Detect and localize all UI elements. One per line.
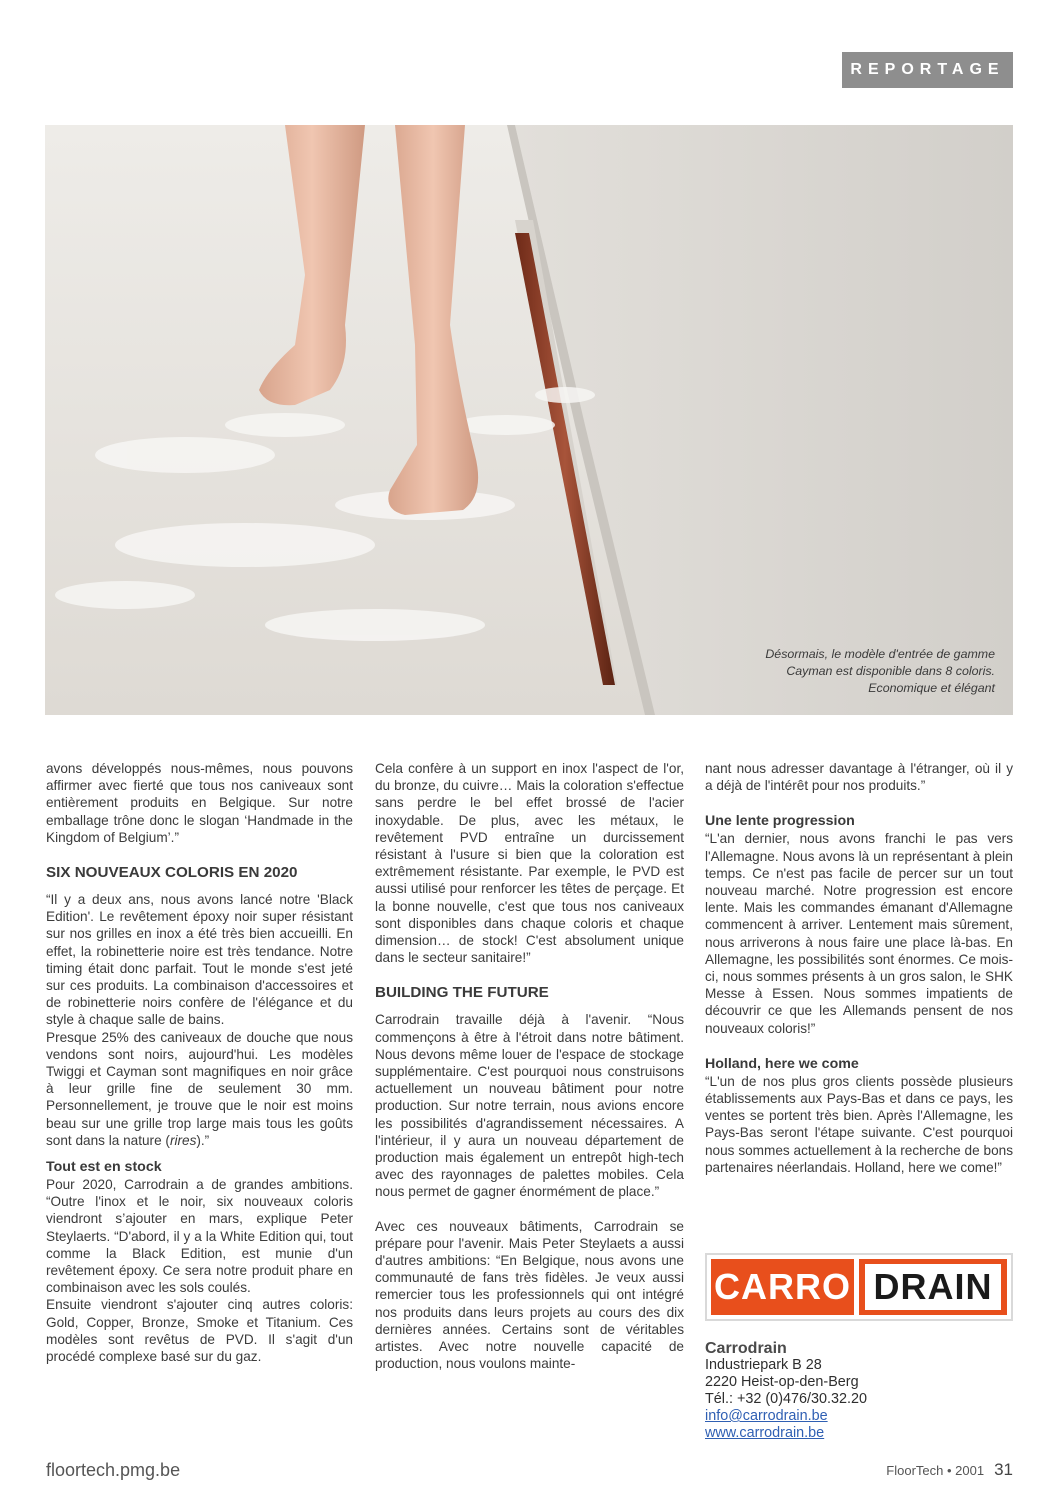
company-contact xyxy=(705,1340,1013,1442)
paragraph: Avec ces nouveaux bâtiments, Carrodrain se prépare pour l'avenir. Mais Peter Steylaets a aussi d'autres ambitions: “En Belgique, nous avons une communauté de fans très fidèles. Je veux aussi remercier tous les professionnels qui ont intégré nos produits dans leurs projets au cours des dix dernières années. Certains sont de véritables artistes. Avec notre nouvelle capacité de production, nous voulons mainte- xyxy=(375,1218,684,1372)
company-street: Industriepark B 28 xyxy=(705,1357,822,1373)
paragraph: “Il y a deux ans, nous avons lancé notre 'Black Edition'. Le revêtement époxy noir super résistant sur nos grilles en inox a été très bien accueilli. En effet, la robinetterie noire est très tendance. Notre timing était donc parfait. Tout le monde s'est jeté sur ces produits. La combinaison d'accessoires et de robinetterie noirs confère de l'élégance et du style à chaque salle de bains. xyxy=(46,892,353,1028)
company-city: 2220 Heist-op-den-Berg xyxy=(705,1374,859,1390)
logo-right-frame xyxy=(859,1259,1007,1315)
paragraph xyxy=(46,1029,353,1149)
paragraph: Cela confère à un support en inox l'aspect de l'or, du bronze, du cuivre… Mais la coloration s'effectue sans perdre le bel effet brossé de l'acier inoxydable. De plus, avec les métaux, le revêtement PVD entraîne un durcissement résistant à l'usure si bien que la coloration est extrêmement résistante. Par exemple, le PVD est aussi utilisé pour renforcer les têtes de perçage. Et la bonne nouvelle, c'est que tous nos caniveaux sont disponibles dans chaque coloris et chaque dimension… de stock! C'est absolument unique dans le secteur sanitaire!” xyxy=(375,761,684,966)
paragraph: “L'un de nos plus gros clients possède plusieurs établissements aux Pays-Bas et dans ce pays, les ventes se portent très bien. Après l'Allemagne, les Pays-Bas seront l'étape suivante. C'est pourquoi nous sommes actuellement à la recherche de bons partenaires néerlandais. Holland, here we come!” xyxy=(705,1073,1013,1175)
paragraph: Ensuite viendront s'ajouter cinq autres coloris: Gold, Copper, Bronze, Smoke et Titanium. Ces modèles sont revêtus de PVD. Il s'agit d'un procédé complexe basé sur du gaz. xyxy=(46,1297,353,1365)
hero-photo xyxy=(45,125,1013,715)
carrodrain-logo xyxy=(705,1253,1013,1321)
subheading: Tout est en stock xyxy=(46,1159,162,1176)
page-number: 31 xyxy=(994,1460,1013,1479)
footer-site[interactable]: floortech.pmg.be xyxy=(46,1460,181,1480)
paragraph: “L'an dernier, nous avons franchi le pas vers l'Allemagne. Nous avons là un représentant à plein temps. Ce n'est pas facile de percer sur un tout nouveau marché. Notre progression est encore lente. Mais les commandes émanant d'Allemagne commencent à arriver. Lentement mais sûrement, nous arriverons à nous faire une place là-bas. En Allemagne, les possibilités sont énormes. Ce mois-ci, nous sommes présents à un gros salon, le SHK Messe à Essen. Nous sommes impatients de découvrir ce que les Allemands pensent de nos nouveaux coloris!” xyxy=(705,831,1013,1036)
logo-left: CARRO xyxy=(711,1259,854,1315)
subheading: Holland, here we come xyxy=(705,1055,859,1072)
text-run: ).” xyxy=(196,1132,210,1148)
logo-right: DRAIN xyxy=(865,1264,1001,1310)
photo-caption: Désormais, le modèle d'entrée de gamme Cayman est disponible dans 8 coloris. Economique et élégant xyxy=(765,647,995,695)
italic-text: rires xyxy=(169,1132,197,1148)
company-name: Carrodrain xyxy=(705,1340,787,1357)
text-run: Presque 25% des caniveaux de douche que nous vendons sont noirs, aujourd'hui. Les modèles Twiggi et Cayman sont magnifiques en noir grâce à leur grille fine de seulement 30 mm. Personnellement, je trouve que le noir est moins beau sur une grille trop large mais tous les goûts sont dans la nature ( xyxy=(46,1029,353,1148)
email-link[interactable]: info@carrodrain.be xyxy=(705,1408,828,1424)
issue-label: FloorTech • 2001 xyxy=(886,1463,985,1478)
shower-illustration xyxy=(45,125,1013,715)
column-2 xyxy=(375,760,684,1373)
subheading: Une lente progression xyxy=(705,813,855,830)
website-link[interactable]: www.carrodrain.be xyxy=(705,1425,825,1441)
paragraph: Pour 2020, Carrodrain a de grandes ambitions. “Outre l'inox et le noir, six nouveaux coloris viendront s’ajouter en mars, explique Peter Steylaerts. “D'abord, il y a la White Edition qui, tout comme la Black Edition, est munie d'un revêtement époxy. Ce sera notre produit phare en combinaison avec les sols coulés. xyxy=(46,1177,353,1296)
paragraph: Carrodrain travaille déjà à l'avenir. “Nous commençons à être à l'étroit dans notre bâtiment. Nous devons même louer de l'espace de stockage supplémentaire. C'est pourquoi nous construisons actuellement un nouveau bâtiment pour notre production. Sur notre terrain, nous avions encore les possibilités d'agrandissement nécessaires. A l'intérieur, il y aura un nouveau département de production mais également un entrepôt high-tech avec des rayonnages de palettes mobiles. Cela nous permet de gagner énormément de place.” xyxy=(375,1012,684,1200)
section-heading: BUILDING THE FUTURE xyxy=(375,984,549,1002)
paragraph: avons développés nous-mêmes, nous pouvons affirmer avec fierté que tous nos caniveaux sont entièrement produits en Belgique. Sur notre emballage trône donc le slogan ‘Handmade in the Kingdom of Belgium’.” xyxy=(46,761,353,845)
paragraph: nant nous adresser davantage à l'étranger, où il y a déjà de l'intérêt pour nos produits.” xyxy=(705,761,1013,794)
section-badge: REPORTAGE xyxy=(842,52,1013,88)
section-heading: SIX NOUVEAUX COLORIS EN 2020 xyxy=(46,864,298,882)
company-phone: Tél.: +32 (0)476/30.32.20 xyxy=(705,1391,868,1407)
column-1 xyxy=(46,760,353,1365)
footer-info xyxy=(886,1460,1013,1480)
column-3 xyxy=(705,760,1013,1176)
